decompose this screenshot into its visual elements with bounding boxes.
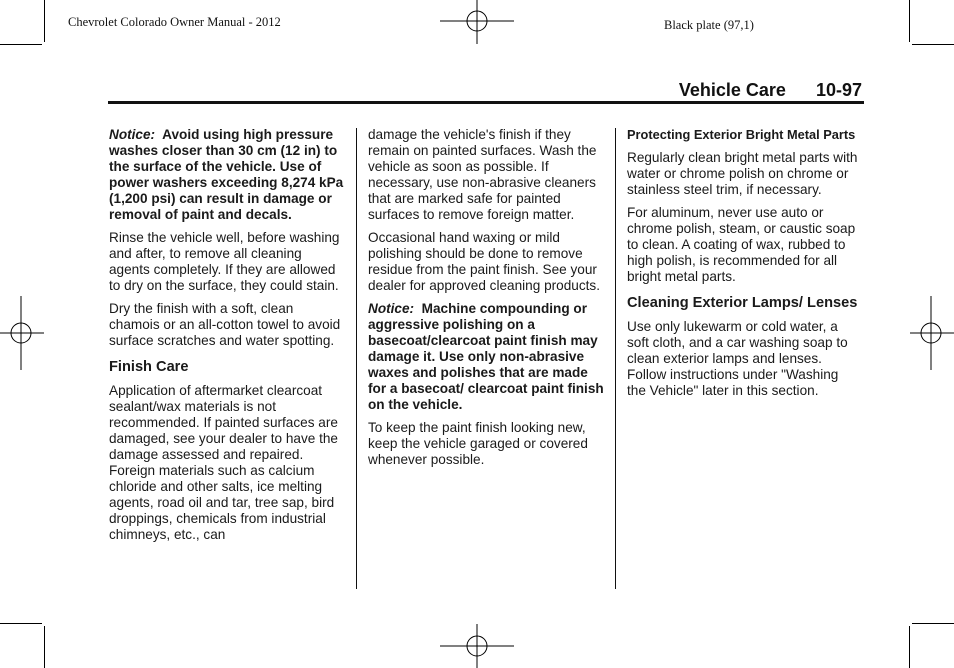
crop-mark-top-left-h [0, 44, 42, 45]
notice-label: Notice: [109, 127, 156, 142]
page-number: 10-97 [815, 80, 862, 100]
paragraph-dry: Dry the finish with a soft, clean chamois or an all-cotton towel to avoid surface scratches and water spotting. [109, 301, 341, 348]
paragraph-bright-metal: Regularly clean bright metal parts with water or chrome polish on chrome or stainless steel trim, if necessary. [627, 150, 858, 197]
column-2 [368, 127, 606, 475]
notice-label: Notice: [368, 301, 415, 316]
manual-title: Chevrolet Colorado Owner Manual - 2012 [68, 15, 281, 29]
paragraph-aluminum: For aluminum, never use auto or chrome polish, steam, or caustic soap to clean. A coating of wax, rubbed to high polish, is recommended for all bright metal parts. [627, 205, 856, 284]
crop-mark-bottom-left-h [0, 623, 42, 624]
column-divider-2 [615, 128, 616, 589]
notice-compounding [368, 301, 606, 413]
column-3 [627, 127, 859, 406]
section-heading [679, 80, 862, 101]
plate-label: Black plate (97,1) [664, 18, 754, 32]
heading-bright-metal: Protecting Exterior Bright Metal Parts [627, 127, 856, 142]
paragraph-damage: damage the vehicle's finish if they remain on painted surfaces. Wash the vehicle as soon as possible. If necessary, use non-abrasive cleaners that are marked safe for painted surfaces to remove foreign matter. [368, 127, 597, 222]
notice-text: Avoid using high pressure washes closer than 30 cm (12 in) to the surface of the vehicle. Use of power washers exceeding 8,274 kPa (1,200 psi) can result in damage or removal of paint and decals. [109, 127, 344, 222]
header-rule [108, 101, 864, 104]
paragraph-clearcoat: Application of aftermarket clearcoat sealant/wax materials is not recommended. If painted surfaces are damaged, see your dealer to have the damage assessed and repaired. Foreign materials such as calcium chloride and other salts, ice melting agents, road oil and tar, tree sap, bird droppings, chemicals from industrial chimneys, etc., can [109, 383, 338, 542]
crop-mark-top-right-h [912, 44, 954, 45]
registration-mark-right [910, 296, 954, 370]
crop-mark-top-left-v [44, 0, 45, 42]
column-1 [109, 127, 345, 550]
heading-finish-care: Finish Care [109, 359, 189, 375]
crop-mark-bottom-left-v [44, 626, 45, 668]
section-name: Vehicle Care [678, 80, 786, 100]
registration-mark-bottom [440, 624, 514, 668]
heading-lamps: Cleaning Exterior Lamps/ Lenses [627, 295, 858, 311]
notice-text: Machine compounding or aggressive polishing on a basecoat/clearcoat paint finish may damage it. Use only non-abrasive waxes and polishes that are made for a basecoat/ clearcoat paint finish on the vehicle. [368, 301, 604, 412]
paragraph-waxing: Occasional hand waxing or mild polishing should be done to remove residue from the paint finish. See your dealer for approved cleaning products. [368, 230, 600, 293]
crop-mark-bottom-right-h [912, 623, 954, 624]
registration-mark-left [0, 296, 44, 370]
crop-mark-top-right-v [909, 0, 910, 42]
column-divider-1 [356, 128, 357, 589]
paragraph-garaged: To keep the paint finish looking new, keep the vehicle garaged or covered whenever possible. [368, 420, 588, 467]
paragraph-lamps: Use only lukewarm or cold water, a soft cloth, and a car washing soap to clean exterior lamps and lenses. Follow instructions under "Washing the Vehicle" later in this section. [627, 319, 848, 398]
notice-power-washers [109, 127, 345, 223]
crop-mark-bottom-right-v [909, 626, 910, 668]
paragraph-rinse: Rinse the vehicle well, before washing and after, to remove all cleaning agents completely. If they are allowed to dry on the surface, they could stain. [109, 230, 340, 293]
registration-mark-top [440, 0, 514, 44]
